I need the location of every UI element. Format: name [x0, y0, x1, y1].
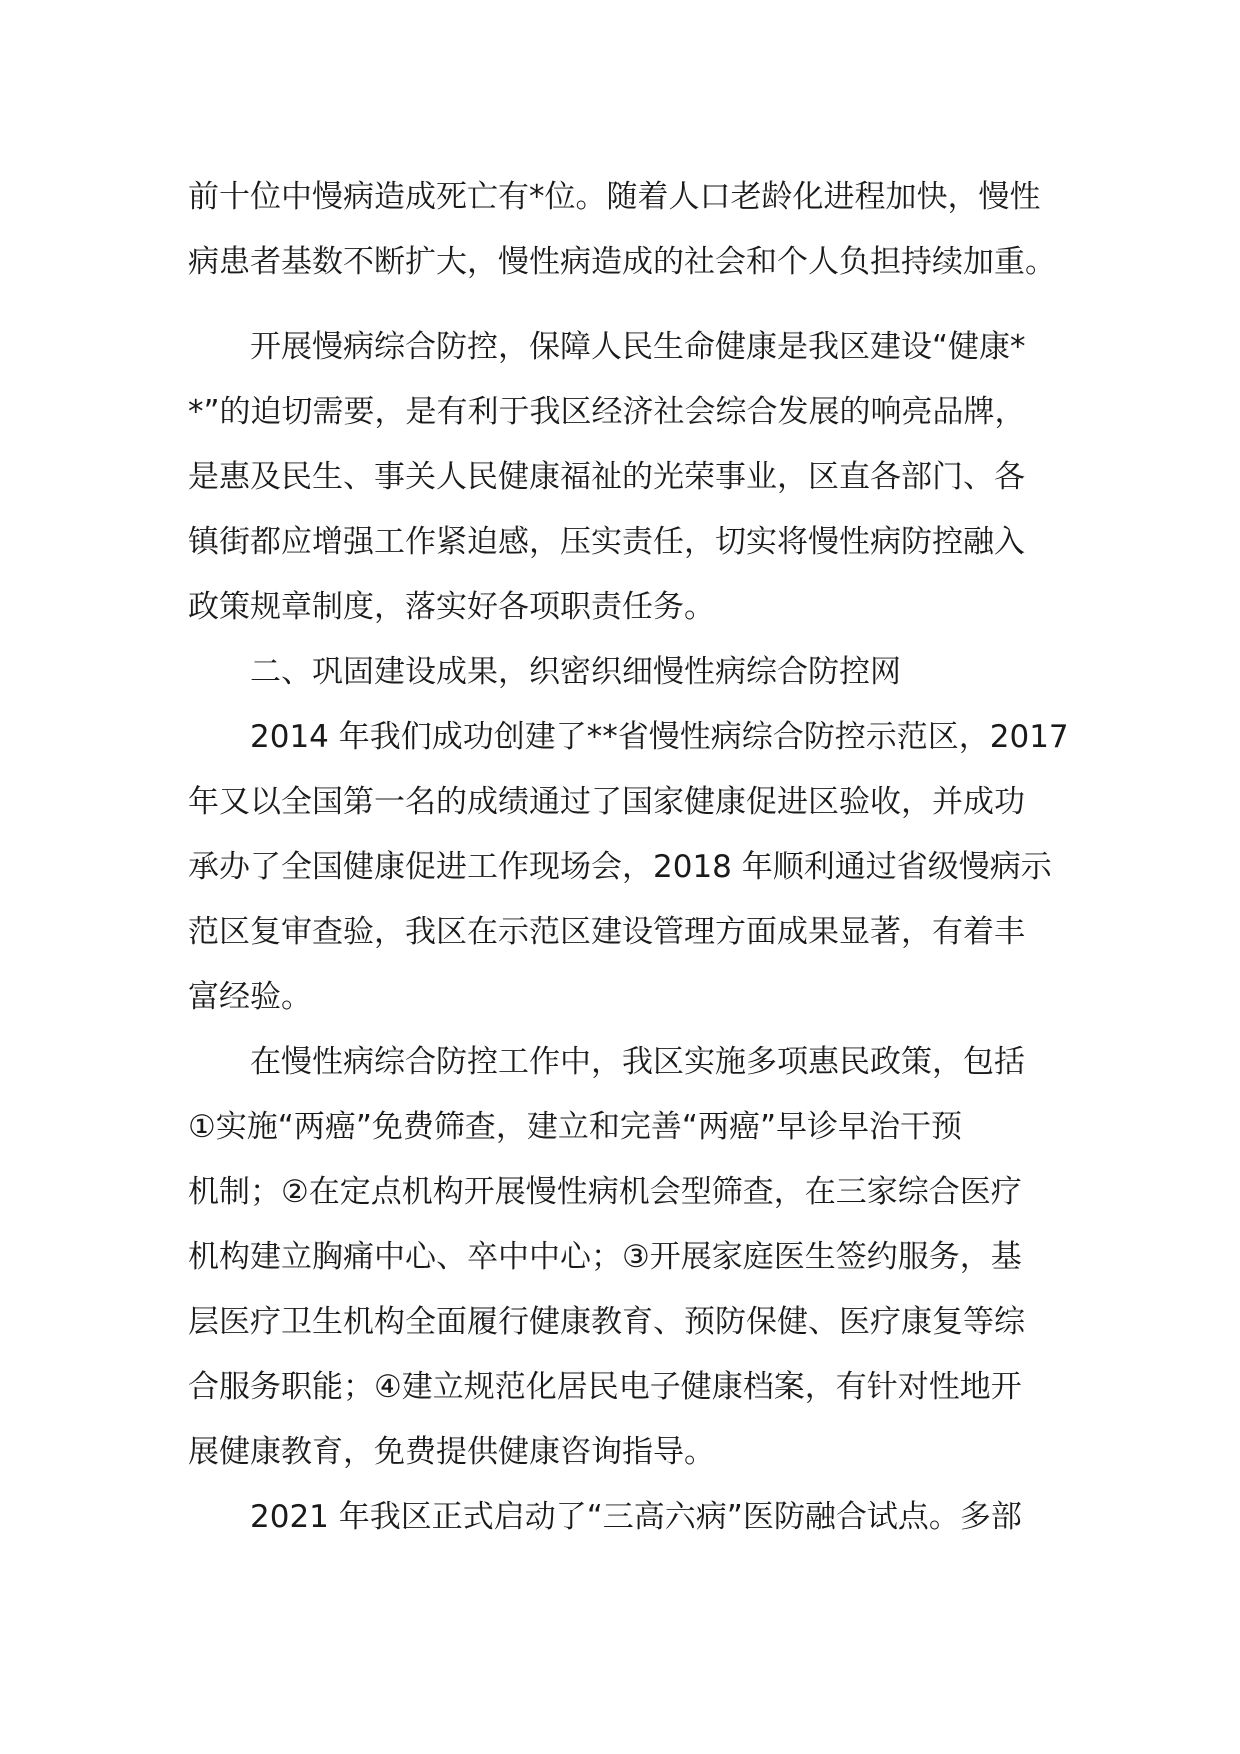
- section-heading: 二、巩固建设成果，织密织细慢性病综合防控网: [250, 654, 901, 690]
- text-line: 富经验。: [188, 979, 312, 1015]
- text-line: 开展慢病综合防控，保障人民生命健康是我区建设“健康*: [250, 329, 1026, 365]
- document-body: [188, 165, 1069, 1550]
- text-line: 政策规章制度，落实好各项职责任务。: [188, 589, 715, 625]
- text-line: ①实施“两癌”免费筛查，建立和完善“两癌”早诊早治干预: [188, 1109, 963, 1145]
- text-line: 前十位中慢病造成死亡有*位。随着人口老龄化进程加快，慢性: [188, 179, 1041, 215]
- text-line: *”的迫切需要，是有利于我区经济社会综合发展的响亮品牌，: [188, 394, 1026, 430]
- text-line: 是惠及民生、事关人民健康福祉的光荣事业，区直各部门、各: [188, 459, 1025, 495]
- text-line: 承办了全国健康促进工作现场会，2018 年顺利通过省级慢病示: [188, 849, 1052, 885]
- text-line: 镇街都应增强工作紧迫感，压实责任，切实将慢性病防控融入: [188, 524, 1025, 560]
- text-line: 展健康教育，免费提供健康咨询指导。: [188, 1434, 715, 1470]
- text-line: 范区复审查验，我区在示范区建设管理方面成果显著，有着丰: [188, 914, 1025, 950]
- paragraph-gap: [188, 295, 1064, 315]
- text-line: 合服务职能；④建立规范化居民电子健康档案，有针对性地开: [188, 1369, 1022, 1405]
- text-line: 病患者基数不断扩大，慢性病造成的社会和个人负担持续加重。: [188, 244, 1056, 280]
- text-line: 机构建立胸痛中心、卒中中心；③开展家庭医生签约服务，基: [188, 1239, 1022, 1275]
- text-line: 年又以全国第一名的成绩通过了国家健康促进区验收，并成功: [188, 784, 1025, 820]
- text-line: 层医疗卫生机构全面履行健康教育、预防保健、医疗康复等综: [188, 1304, 1025, 1340]
- text-line: 2021 年我区正式启动了“三高六病”医防融合试点。多部: [250, 1499, 1022, 1535]
- text-line: 2014 年我们成功创建了**省慢性病综合防控示范区，2017: [250, 719, 1069, 755]
- text-line: 机制；②在定点机构开展慢性病机会型筛查，在三家综合医疗: [188, 1174, 1022, 1210]
- text-line: 在慢性病综合防控工作中，我区实施多项惠民政策，包括: [250, 1044, 1025, 1080]
